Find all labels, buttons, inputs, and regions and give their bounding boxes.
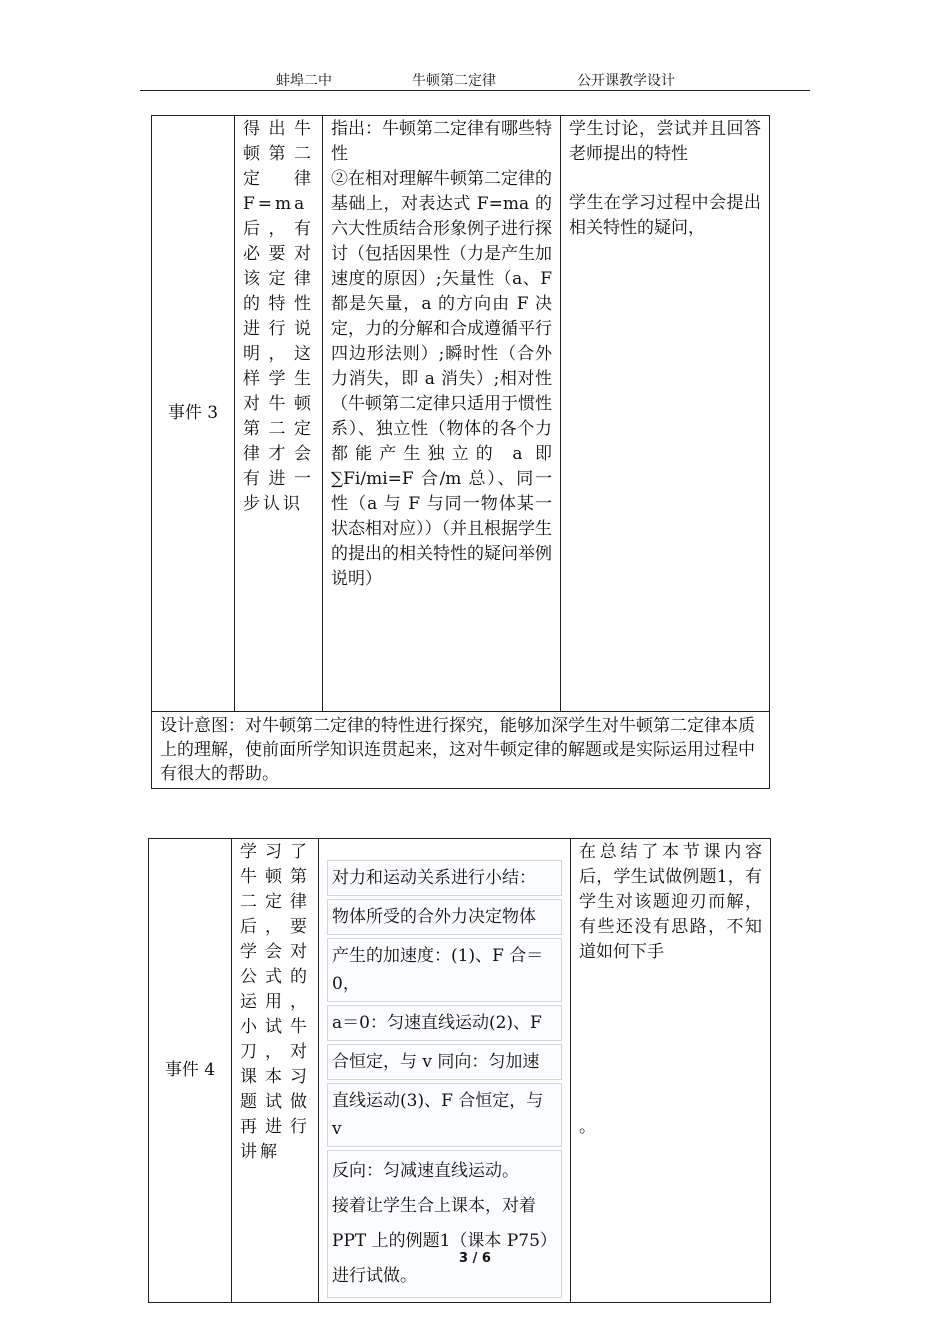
task-line: PPT 上的例题1（课本 P75） — [332, 1231, 557, 1251]
summary-line: 物体所受的合外力决定物体 — [327, 899, 562, 935]
lesson-table-event-3 — [151, 115, 770, 789]
student-questions: 学生在学习过程中会提出相关特性的疑问， — [569, 193, 761, 238]
task-line: 接着让学生合上课本，对着 — [332, 1196, 536, 1216]
header-school: 蚌埠二中 — [276, 73, 332, 89]
teacher-activity — [323, 116, 561, 712]
student-activity — [561, 116, 770, 712]
teacher-point: 指出：牛顿第二定律有哪些特性 — [331, 119, 552, 164]
summary-line: 直线运动(3)、F 合恒定，与 v — [327, 1083, 562, 1147]
design-intent: 设计意图：对牛顿第二定律的特性进行探究，能够加深学生对牛顿第二定律本质上的理解，使前面所学知识连贯起来，这对牛顿定律的解题或是实际运用过程中有很大的帮助。 — [152, 712, 770, 789]
student-response: 在总结了本节课内容后，学生试做例题1，有学生对该题迎刃而解，有些还没有思路，不知道如何下手 — [579, 842, 762, 962]
summary-line: 产生的加速度：(1)、F 合＝0， — [327, 938, 562, 1002]
student-mark: 。 — [579, 1117, 596, 1137]
summary-line: 合恒定，与 v 同向：匀加速 — [327, 1044, 562, 1080]
student-discussion: 学生讨论，尝试并且回答老师提出的特性 — [569, 119, 761, 164]
summary-line: a＝0：匀速直线运动(2)、F — [327, 1005, 562, 1041]
header-topic: 牛顿第二定律 — [412, 73, 496, 89]
event-goal: 学习了牛顿第二定律后，要学会对公式的运用，小试牛刀，对课本习题试做再进行讲解 — [232, 839, 319, 1303]
lesson-table-event-4 — [148, 838, 771, 1303]
event-label: 事件 4 — [149, 839, 232, 1303]
header-doc-type: 公开课教学设计 — [577, 73, 675, 89]
task-line: 进行试做。 — [332, 1266, 417, 1286]
summary-line: 反向：匀减速直线运动。 — [332, 1161, 519, 1181]
summary-task-box — [327, 1150, 562, 1298]
student-activity — [571, 839, 771, 1303]
page-header — [140, 70, 810, 91]
teacher-properties: ②在相对理解牛顿第二定律的基础上，对表达式 F=ma 的六大性质结合形象例子进行探讨（包括因果性（力是产生加速度的原因）;矢量性（a、F 都是矢量，a 的方向由 F 决定，力的分解和合成遵循平行四边形法则）;瞬时性（合外力消失，即 a 消失）;相对性（牛顿第二定律只适用于惯性系）、独立性（物体的各个力都能产生独立的 a 即∑Fi/mi=F 合/m 总）、同一性（a 与 F 与同一物体某一状态相对应））（并且根据学生的提出的相关特性的疑问举例说明） — [331, 169, 552, 589]
page-number: 3 / 6 — [459, 1251, 491, 1266]
event-goal: 得出牛顿第二定律 F=ma 后，有必要对该定律的特性进行说明，这样学生对牛顿第二定律才会有进一步认识 — [235, 116, 323, 712]
summary-line: 对力和运动关系进行小结： — [327, 860, 562, 896]
teacher-activity — [319, 839, 571, 1303]
event-label: 事件 3 — [152, 116, 235, 712]
